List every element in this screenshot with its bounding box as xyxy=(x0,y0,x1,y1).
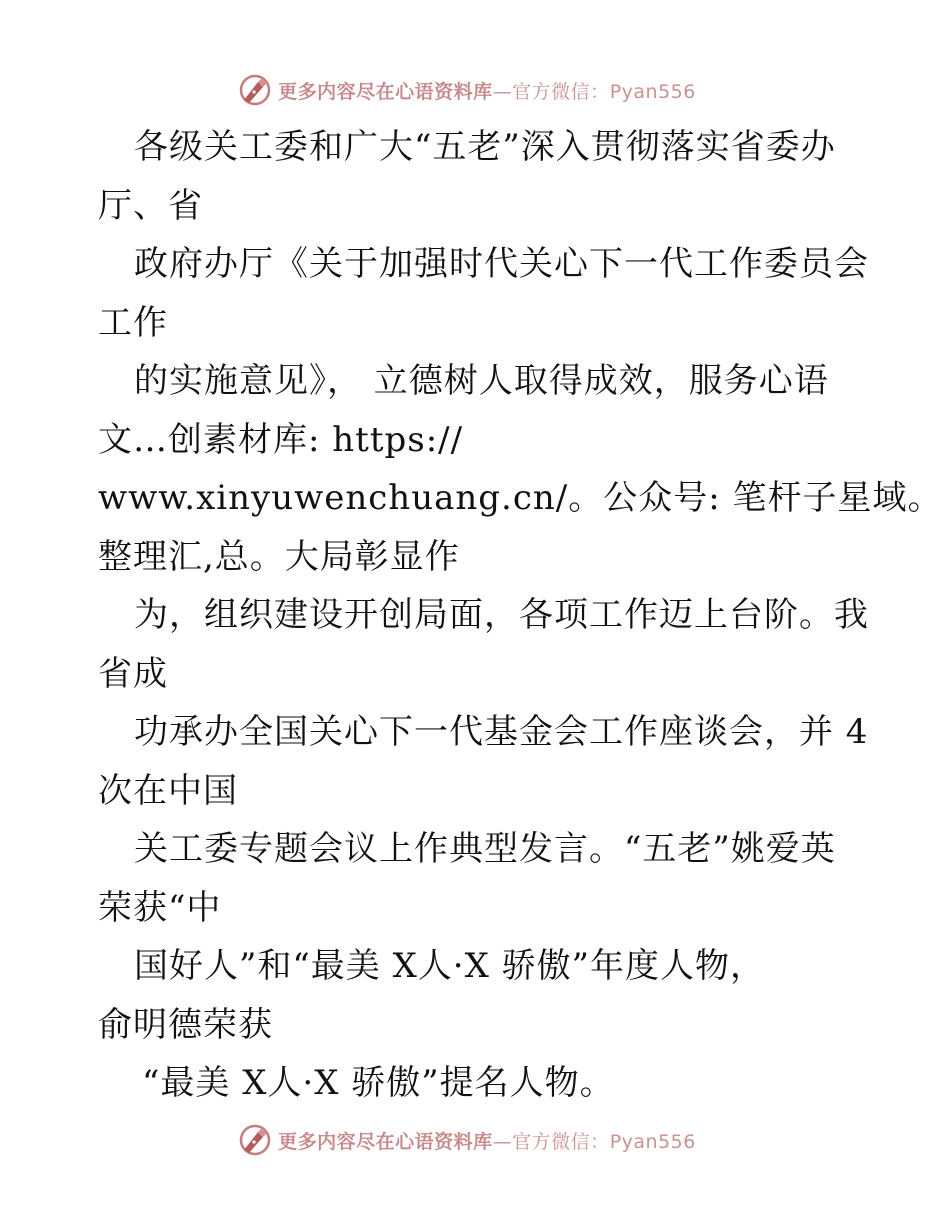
body-line: 功承办全国关心下一代基金会工作座谈会，并 4 xyxy=(134,712,869,752)
header-banner-text xyxy=(278,77,696,104)
body-line: 荣获“中 xyxy=(98,887,222,928)
body-line: 次在中国 xyxy=(98,770,238,811)
pen-nib-logo-icon xyxy=(238,73,272,107)
header-banner xyxy=(0,70,950,110)
header-wechat-label: 官方微信： xyxy=(512,80,610,103)
header-brand-text: 更多内容尽在心语资料库 xyxy=(278,80,493,103)
body-line: 为，组织建设开创局面，各项工作迈上台阶。我 xyxy=(134,595,869,635)
body-line: 俞明德荣获 xyxy=(98,1004,273,1045)
footer-wechat-id: Pyan556 xyxy=(609,1130,696,1153)
body-line: 政府办厅《关于加强时代关心下一代工作委员会 xyxy=(134,244,869,284)
pen-nib-logo-icon xyxy=(238,1123,272,1157)
body-line: 国好人”和“最美 X人·X 骄傲”年度人物， xyxy=(134,946,765,986)
footer-separator: — xyxy=(492,1130,513,1153)
body-line: 的实施意见》， 立德树人取得成效，服务心语 xyxy=(134,361,829,401)
header-separator: — xyxy=(492,80,513,103)
body-line: 文…创素材库: https:// xyxy=(98,419,464,460)
footer-brand-text: 更多内容尽在心语资料库 xyxy=(278,1130,493,1153)
body-line: 整理汇,总。大局彰显作 xyxy=(98,536,460,577)
footer-banner-text xyxy=(278,1127,696,1154)
body-line: 厅、省 xyxy=(98,185,203,226)
body-line: 各级关工委和广大“五老”深入贯彻落实省委办 xyxy=(134,127,836,167)
footer-wechat-label: 官方微信： xyxy=(512,1130,610,1153)
body-line: 工作 xyxy=(98,302,168,343)
body-line: “最美 X人·X 骄傲”提名人物。 xyxy=(142,1063,615,1103)
header-wechat-id: Pyan556 xyxy=(609,80,696,103)
document-body xyxy=(98,118,943,1113)
footer-banner xyxy=(0,1120,950,1160)
body-line: www.xinyuwenchuang.cn/。公众号: 笔杆子星域。 xyxy=(98,478,943,518)
body-line: 省成 xyxy=(98,653,168,694)
body-line: 关工委专题会议上作典型发言。“五老”姚爱英 xyxy=(134,829,836,869)
